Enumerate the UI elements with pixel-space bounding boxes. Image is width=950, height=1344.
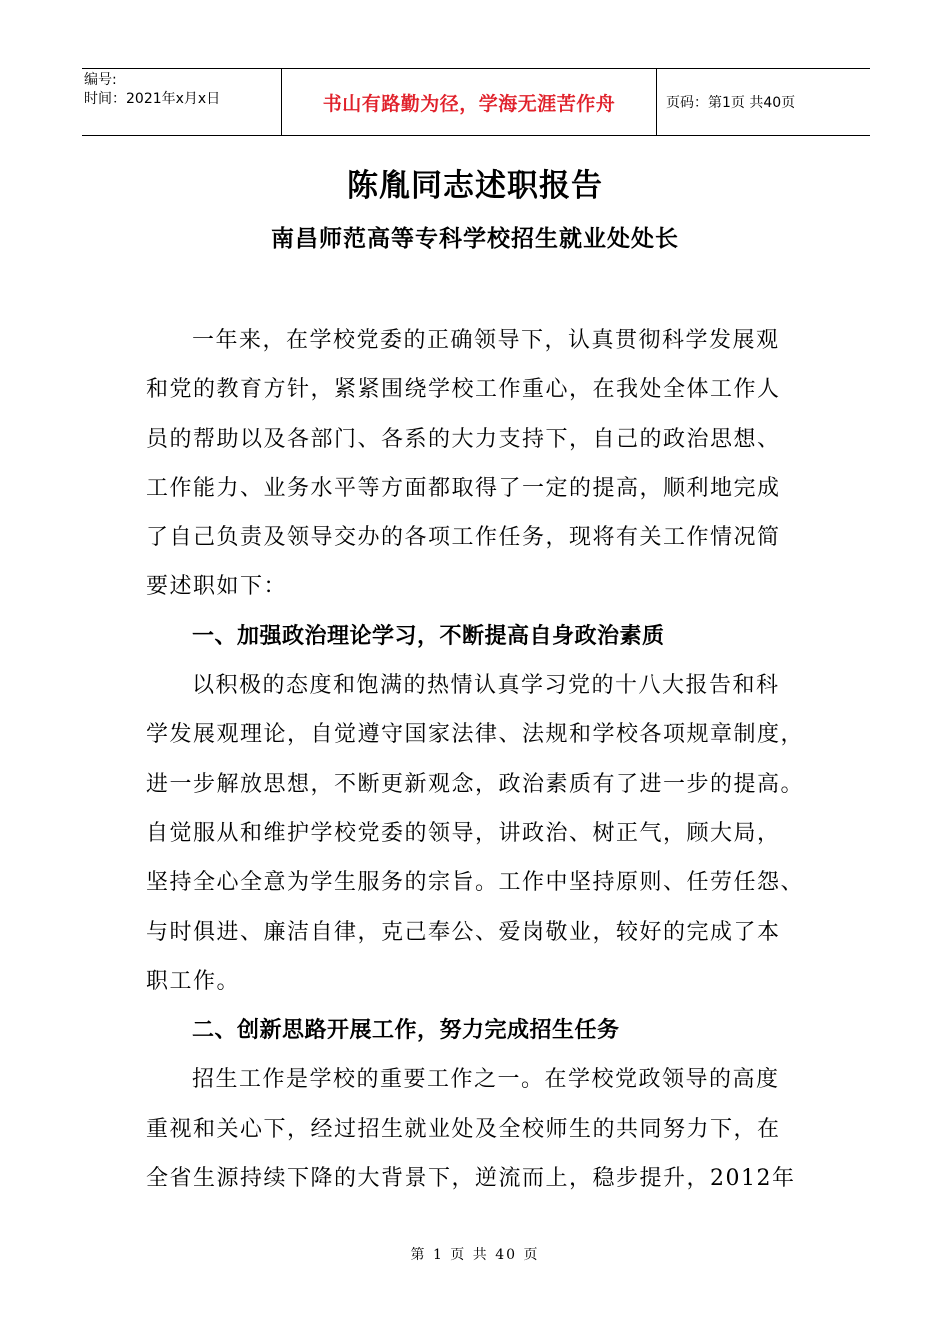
section-heading-2: 二、创新思路开展工作，努力完成招生任务 — [192, 1017, 620, 1044]
header-meta-cell — [82, 69, 282, 135]
body-line: 与时俱进、廉洁自律，克己奉公、爱岗敬业，较好的完成了本 — [146, 919, 781, 945]
header-page-cell — [657, 69, 870, 135]
page-footer: 第 1 页 共 40 页 — [410, 1247, 540, 1263]
body-line: 了自己负责及领导交办的各项工作任务，现将有关工作情况简 — [146, 525, 781, 551]
document-subtitle: 南昌师范高等专科学校招生就业处处长 — [271, 225, 679, 252]
body-line: 全省生源持续下降的大背景下，逆流而上，稳步提升，2012年 — [146, 1166, 796, 1192]
body-line: 一年来，在学校党委的正确领导下，认真贯彻科学发展观 — [192, 328, 780, 353]
number-label: 编号: — [84, 72, 117, 88]
body-line: 重视和关心下，经过招生就业处及全校师生的共同努力下，在 — [146, 1116, 781, 1142]
body-line: 工作能力、业务水平等方面都取得了一定的提高，顺利地完成 — [146, 475, 781, 501]
document-title: 陈胤同志述职报告 — [347, 168, 603, 204]
document-body — [146, 316, 811, 1203]
header-motto-cell — [282, 69, 657, 135]
body-line: 学发展观理论，自觉遵守国家法律、法规和学校各项规章制度， — [146, 722, 805, 748]
motto-text: 书山有路勤为径，学海无涯苦作舟 — [322, 92, 616, 115]
section-heading-1: 一、加强政治理论学习，不断提高自身政治素质 — [192, 622, 665, 649]
body-line: 招生工作是学校的重要工作之一。在学校党政领导的高度 — [192, 1067, 780, 1093]
body-line: 以积极的态度和饱满的热情认真学习党的十八大报告和科 — [192, 673, 780, 699]
time-label: 时间：2021年x月x日 — [84, 91, 221, 107]
body-line: 职工作。 — [146, 968, 241, 994]
body-line: 员的帮助以及各部门、各系的大力支持下，自己的政治思想、 — [146, 426, 781, 452]
body-line: 坚持全心全意为学生服务的宗旨。工作中坚持原则、任劳任怨、 — [146, 870, 805, 896]
body-line: 和党的教育方针，紧紧围绕学校工作重心，在我处全体工作人 — [146, 377, 781, 403]
header-table — [82, 68, 870, 136]
body-line: 要述职如下： — [146, 574, 288, 600]
body-line: 自觉服从和维护学校党委的领导，讲政治、树正气，顾大局， — [146, 820, 781, 846]
page-info: 页码：第1页 共40页 — [666, 95, 796, 111]
body-line: 进一步解放思想，不断更新观念，政治素质有了进一步的提高。 — [146, 771, 805, 797]
